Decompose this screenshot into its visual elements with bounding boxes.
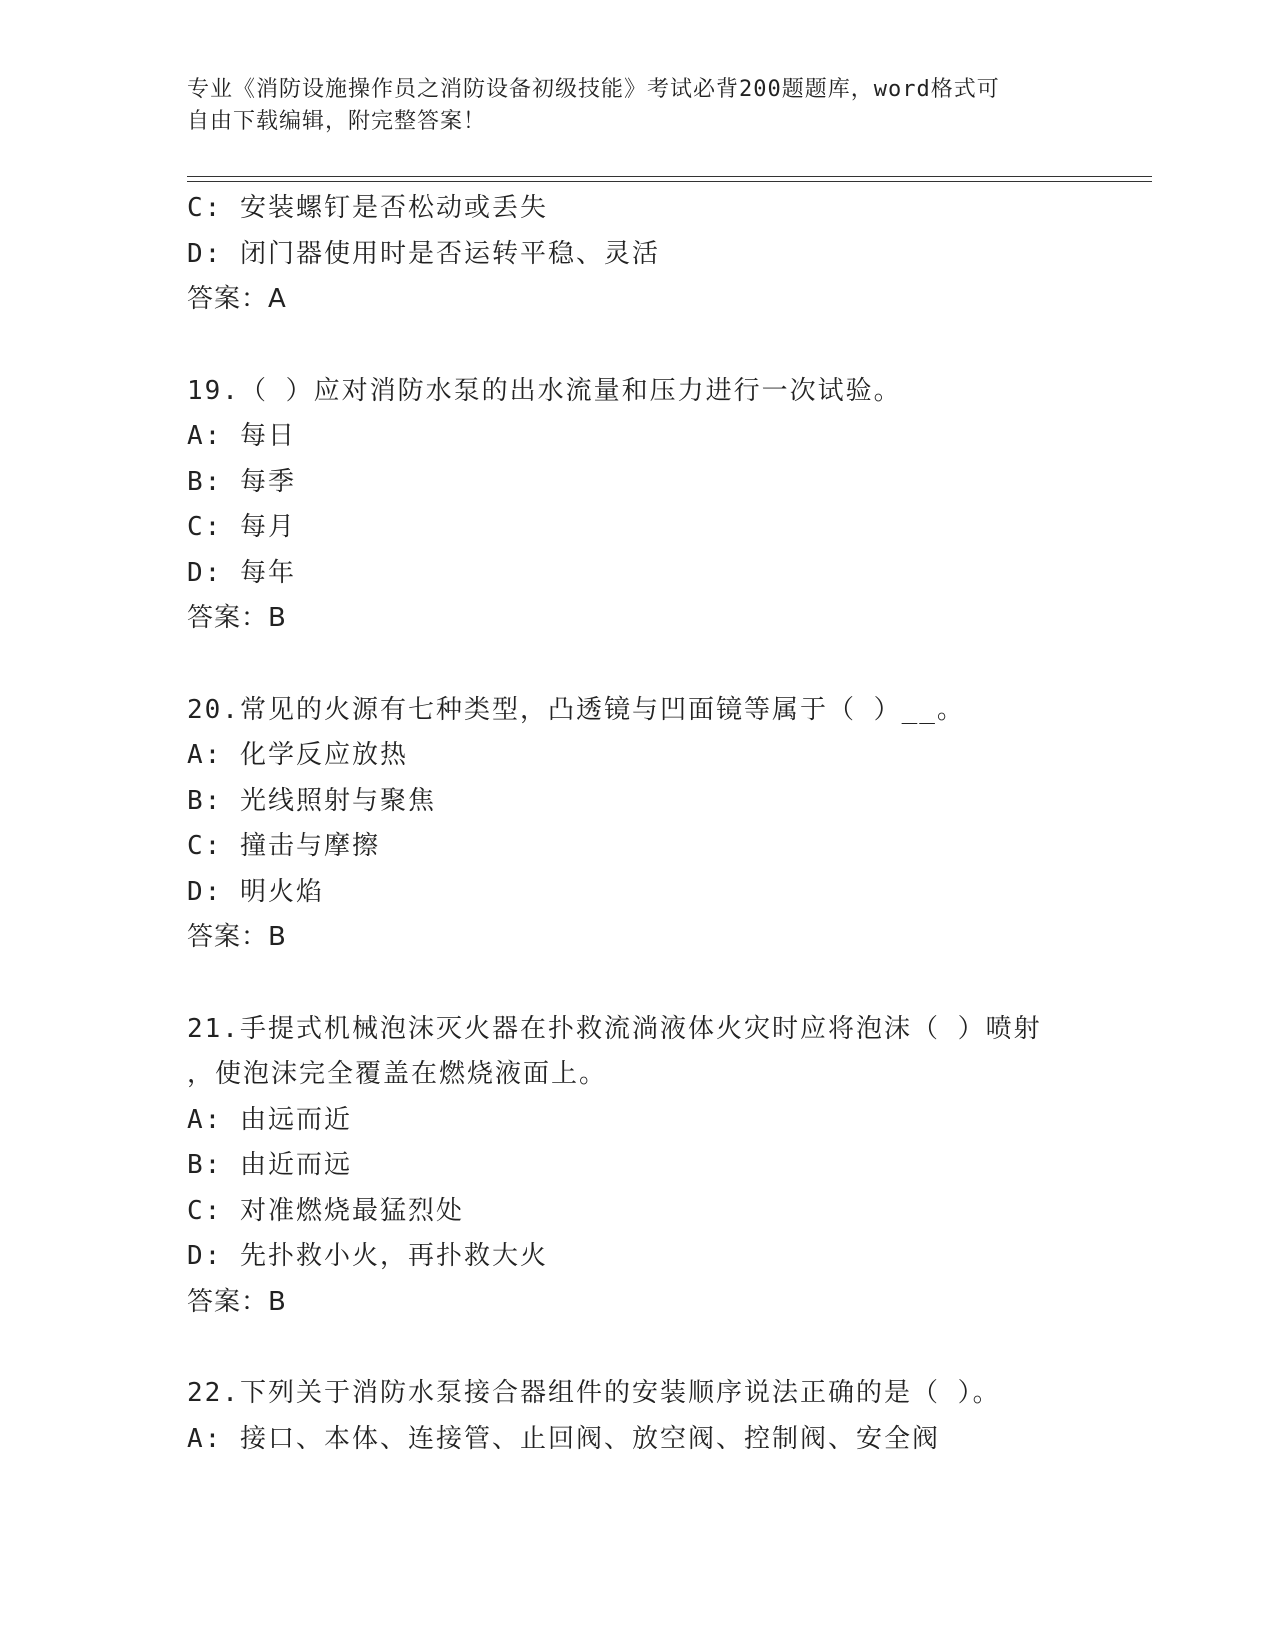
- question-21: [187, 1007, 1127, 1326]
- option-c: C: 安装螺钉是否松动或丢失: [187, 193, 548, 223]
- option-c: C: 对准燃烧最猛烈处: [187, 1195, 464, 1226]
- option-a: A: 化学反应放热: [187, 740, 408, 770]
- question-20: [187, 688, 1127, 961]
- spacer: [187, 323, 1127, 369]
- option-d: D: 每年: [187, 557, 296, 588]
- question-list: [187, 186, 1127, 1462]
- option-d: D: 闭门器使用时是否运转平稳、灵活: [187, 238, 660, 269]
- option-b: B: 每季: [187, 466, 296, 497]
- header-divider-bottom: [187, 181, 1152, 182]
- answer: 答案：B: [187, 922, 287, 952]
- option-c: C: 每月: [187, 512, 296, 542]
- option-d: D: 先扑救小火，再扑救大火: [187, 1241, 548, 1271]
- header-line-2: 自由下载编辑，附完整答案！: [187, 109, 487, 134]
- option-c: C: 撞击与摩擦: [187, 831, 380, 861]
- option-b: B: 光线照射与聚焦: [187, 785, 436, 816]
- question-22: [187, 1371, 1127, 1462]
- option-a: A: 接口、本体、连接管、止回阀、放空阀、控制阀、安全阀: [187, 1423, 940, 1454]
- spacer: [187, 961, 1127, 1007]
- spacer: [187, 1325, 1127, 1371]
- document-header: [187, 74, 1087, 138]
- answer: 答案：A: [187, 284, 287, 314]
- question-stem: 19.（ ）应对消防水泵的出水流量和压力进行一次试验。: [187, 375, 902, 406]
- question-stem: 22.下列关于消防水泵接合器组件的安装顺序说法正确的是（ ）。: [187, 1378, 1001, 1408]
- answer: 答案：B: [187, 1286, 287, 1317]
- option-b: B: 由近而远: [187, 1150, 352, 1180]
- question-stem-line-1: 21.手提式机械泡沫灭火器在扑救流淌液体火灾时应将泡沫（ ）喷射: [187, 1013, 1042, 1044]
- question-18-tail: [187, 186, 1127, 323]
- option-d: D: 明火焰: [187, 876, 324, 907]
- option-a: A: 由远而近: [187, 1104, 352, 1135]
- question-19: [187, 369, 1127, 642]
- header-divider-top: [187, 176, 1152, 177]
- question-stem-line-2: ，使泡沫完全覆盖在燃烧液面上。: [187, 1059, 608, 1089]
- question-stem: 20.常见的火源有七种类型，凸透镜与凹面镜等属于（ ）__。: [187, 694, 965, 725]
- answer: 答案：B: [187, 603, 287, 633]
- header-line-1: 专业《消防设施操作员之消防设备初级技能》考试必背200题题库，word格式可: [187, 77, 1000, 102]
- spacer: [187, 642, 1127, 688]
- option-a: A: 每日: [187, 421, 296, 451]
